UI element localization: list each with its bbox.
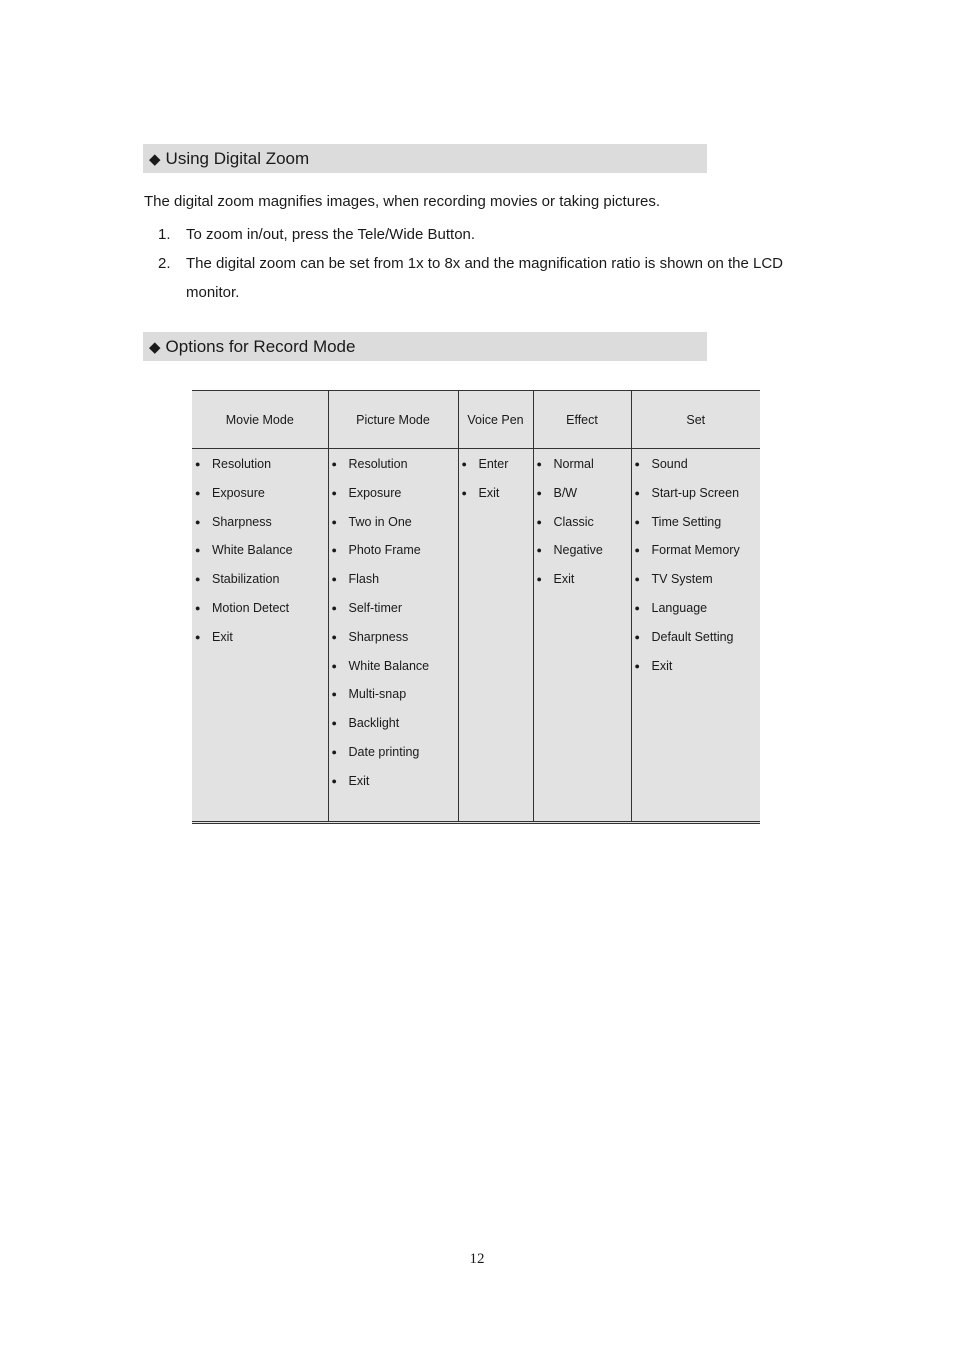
list-item [329,627,458,656]
step-number: 2. [158,255,171,272]
bullet-icon: ● [461,487,467,498]
column-header: Movie Mode [192,391,328,449]
table-header-row [192,391,760,449]
bullet-icon: ● [536,574,542,585]
option-label: Negative [553,543,603,558]
list-item [192,512,328,541]
table-cell [631,449,760,823]
bullet-icon: ● [195,602,201,613]
bullet-icon: ● [536,459,542,469]
list-item [329,598,458,627]
option-label: Classic [553,514,594,529]
list-item [144,220,824,249]
bullet-icon: ● [634,574,640,585]
option-label: Flash [348,572,380,587]
option-label: Exposure [348,485,402,500]
list-item [632,454,761,483]
option-label: Exit [212,629,233,644]
option-label: Start-up Screen [651,485,740,500]
bullet-icon: ● [461,459,467,469]
bullet-icon: ● [634,602,640,613]
option-label: Stabilization [212,572,280,587]
bullet-icon: ● [331,487,337,498]
bullet-icon: ● [195,516,201,527]
bullet-icon: ● [536,545,542,556]
list-item [329,742,458,771]
bullet-icon: ● [195,487,201,498]
list-item [192,540,328,569]
bullet-icon: ● [331,718,337,729]
option-label: Two in One [348,514,412,529]
bullet-icon: ● [634,459,640,469]
bullet-icon: ● [331,545,337,556]
table-cell [533,449,631,823]
list-item [534,454,631,483]
list-item [329,540,458,569]
bullet-icon: ● [536,516,542,527]
section-title: Options for Record Mode [165,337,356,356]
list-item [632,656,761,685]
option-list [192,454,328,656]
option-label: Sharpness [348,629,409,644]
option-label: Photo Frame [348,543,421,558]
option-label: Exit [651,658,673,673]
option-label: Exit [478,485,500,500]
table-row [192,449,760,823]
option-label: Time Setting [651,514,722,529]
option-label: Sharpness [212,514,272,529]
bullet-icon: ● [195,574,201,585]
bullet-icon: ● [331,660,337,671]
bullet-icon: ● [634,631,640,642]
list-item [192,598,328,627]
page-number: 12 [469,1251,485,1267]
table-cell [328,449,458,823]
section-title: Using Digital Zoom [165,149,310,168]
list-item [459,483,533,512]
option-label: Enter [478,457,509,471]
step-text: The digital zoom can be set from 1x to 8x and the magnification ratio is shown on the LCD monitor. [186,255,783,301]
step-number: 1. [158,226,171,243]
option-label: Default Setting [651,629,734,644]
list-item [632,512,761,541]
option-label: Exit [348,773,370,788]
list-item [329,656,458,685]
list-item [329,684,458,713]
bullet-icon: ● [331,459,337,469]
section-header-digital-zoom [143,144,707,173]
option-list [534,454,631,598]
list-item [329,713,458,742]
list-item [632,540,761,569]
option-label: Self-timer [348,600,402,615]
column-header: Picture Mode [328,391,458,449]
option-list [632,454,761,684]
list-item [534,540,631,569]
table-cell [458,449,533,823]
option-list [329,454,458,800]
record-mode-options-table [192,390,760,824]
bullet-icon: ● [634,516,640,527]
option-label: B/W [553,485,578,500]
bullet-icon: ● [634,660,640,671]
bullet-icon: ● [634,487,640,498]
bullet-icon: ● [195,459,201,469]
option-list [459,454,533,512]
list-item [192,569,328,598]
list-item [192,483,328,512]
list-item [329,454,458,483]
option-label: Exposure [212,485,265,500]
option-label: Multi-snap [348,687,407,702]
option-label: Motion Detect [212,600,290,615]
list-item [534,569,631,598]
bullet-icon: ● [195,631,201,642]
bullet-icon: ● [536,487,542,498]
list-item [459,454,533,483]
option-label: Resolution [348,457,408,471]
list-item [192,454,328,483]
intro-paragraph: The digital zoom magnifies images, when recording movies or taking pictures. [144,193,661,210]
list-item [534,512,631,541]
steps-list [144,220,824,307]
bullet-icon: ● [331,574,337,585]
option-label: Sound [651,457,688,471]
column-header: Voice Pen [458,391,533,449]
list-item [632,483,761,512]
option-label: White Balance [212,543,293,558]
option-label: Normal [553,457,594,471]
option-label: Exit [553,572,575,587]
option-label: TV System [651,572,713,587]
list-item [329,771,458,800]
column-header: Set [631,391,760,449]
bullet-icon: ● [331,516,337,527]
bullet-icon: ● [634,545,640,556]
list-item [632,569,761,598]
list-item [144,249,824,307]
option-label: Date printing [348,744,420,759]
option-label: Backlight [348,716,400,731]
column-header: Effect [533,391,631,449]
bullet-icon: ● [331,602,337,613]
option-label: White Balance [348,658,430,673]
option-label: Resolution [212,457,272,471]
bullet-icon: ● [331,631,337,642]
option-label: Format Memory [651,543,740,558]
section-header-record-options [143,332,707,361]
list-item [329,512,458,541]
diamond-bullet-icon: ◆ [149,151,161,168]
option-label: Language [651,600,708,615]
diamond-bullet-icon: ◆ [149,339,161,356]
list-item [534,483,631,512]
list-item [329,483,458,512]
bullet-icon: ● [331,689,337,700]
list-item [192,627,328,656]
bullet-icon: ● [331,746,337,757]
list-item [632,598,761,627]
bullet-icon: ● [195,545,201,556]
step-text: To zoom in/out, press the Tele/Wide Button. [186,226,476,243]
list-item [632,627,761,656]
table-cell [192,449,328,823]
bullet-icon: ● [331,775,337,786]
list-item [329,569,458,598]
